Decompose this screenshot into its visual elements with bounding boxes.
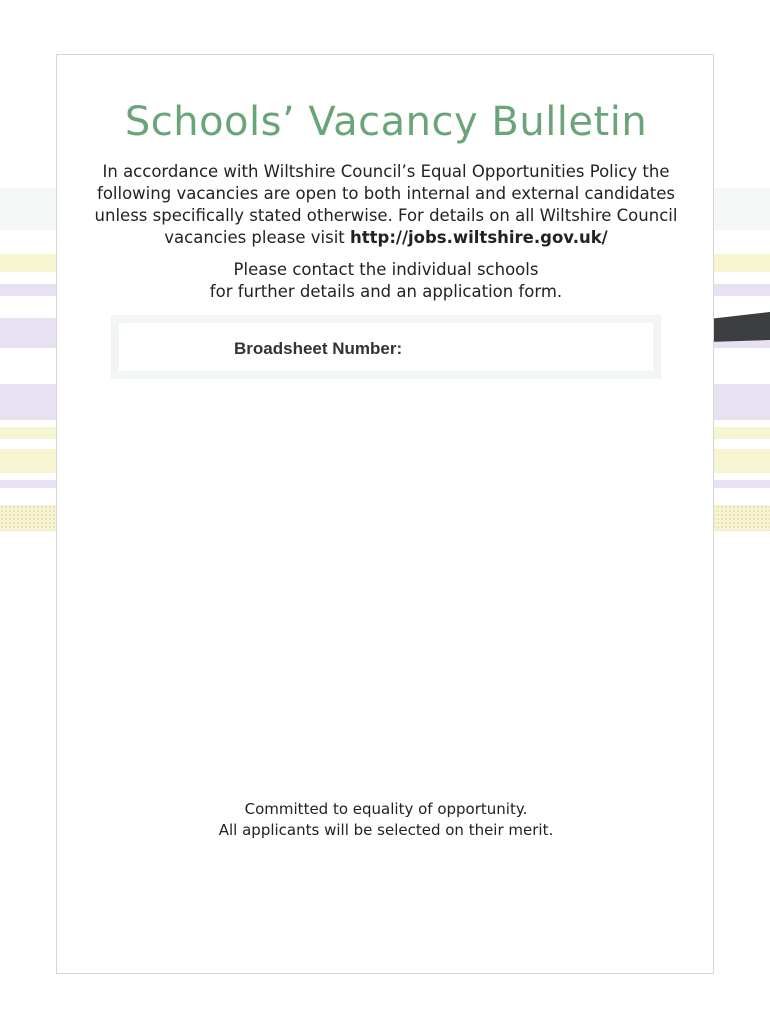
contact-paragraph bbox=[77, 259, 695, 303]
broadsheet-number-label: Broadsheet Number: bbox=[234, 339, 403, 358]
contact-line: for further details and an application form. bbox=[209, 282, 563, 301]
broadsheet-box bbox=[111, 315, 661, 379]
contact-line: Please contact the individual schools bbox=[233, 260, 539, 279]
intro-paragraph bbox=[77, 161, 695, 249]
footer-line: Committed to equality of opportunity. bbox=[244, 800, 528, 818]
jobs-link[interactable]: http://jobs.wiltshire.gov.uk/ bbox=[350, 228, 608, 247]
page-title: Schools’ Vacancy Bulletin bbox=[124, 99, 648, 145]
intro-line: following vacancies are open to both internal and external candidates bbox=[97, 184, 675, 203]
intro-line: vacancies please visit bbox=[164, 228, 350, 247]
footer-statement bbox=[57, 799, 715, 841]
intro-line: unless specifically stated otherwise. For details on all Wiltshire Council bbox=[94, 206, 678, 225]
footer-line: All applicants will be selected on their merit. bbox=[218, 821, 554, 839]
bulletin-page bbox=[56, 54, 714, 974]
intro-line: In accordance with Wiltshire Council’s Equal Opportunities Policy the bbox=[102, 162, 670, 181]
